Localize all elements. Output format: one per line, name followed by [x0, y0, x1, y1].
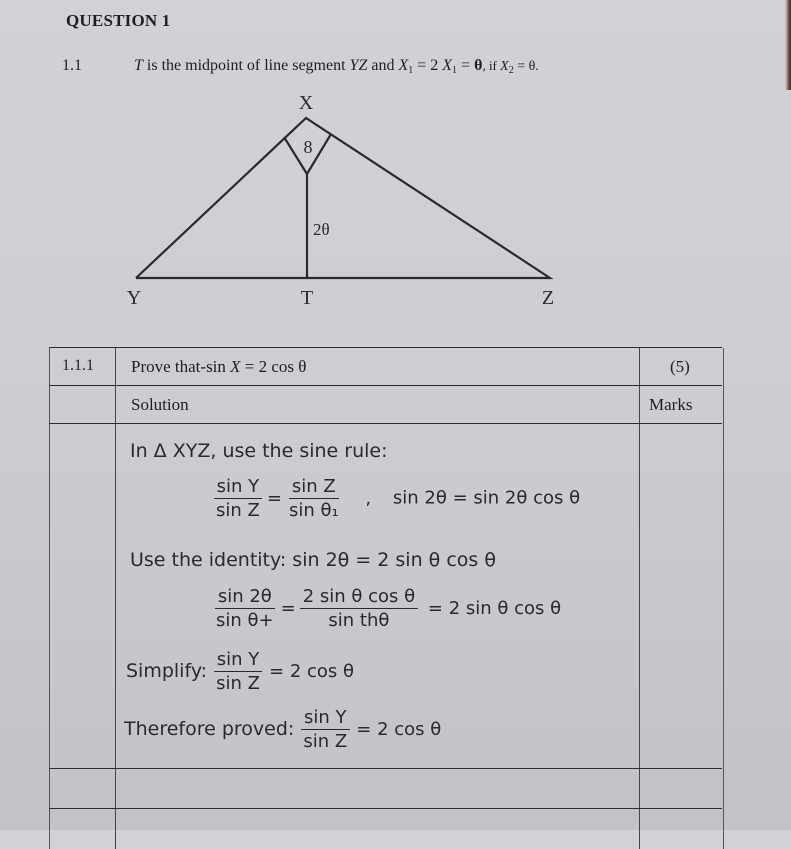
subquestion-prompt: Prove that-sin X = 2 cos θ [131, 357, 307, 376]
vertex-label-z: Z [541, 287, 555, 309]
question-number: 1.1 [62, 57, 82, 74]
solution-proved: Therefore proved: $\frac{\text{sin Y}}{\text{sin Z}}$ = 2 cos θ [124, 707, 442, 752]
solution-sine-rule-equation: $\frac{\text{sin Y}}{\text{sin Z}}$ = $\frac{\text{sin Z}}{\text{sin θ₁}}$ , sin 2θ = sin 2θ cos θ [213, 476, 580, 521]
solution-simplify: Simplify: $\frac{\text{sin Y}}{\text{sin Z}}$ = 2 cos θ [126, 649, 355, 694]
table-row-subheader [49, 385, 722, 424]
page-edge-shadow [785, 0, 791, 90]
solution-expand-equation: $\frac{\sin 2\theta}{\text{sin θ+}}$ = $\frac{\text{2 sin θ cos θ}}{\text{sin thθ}}$ = 2 sin θ cos θ [216, 586, 562, 631]
vertex-label-t: T [300, 287, 314, 309]
table-row-solution [49, 423, 722, 769]
vertex-label-x: X [298, 92, 314, 114]
table-row-empty [49, 768, 722, 809]
question-statement [62, 57, 539, 76]
solution-body [115, 424, 640, 769]
vertex-label-y: Y [126, 287, 142, 309]
solution-heading: Solution [131, 395, 189, 414]
angle-label-mid: 2θ [313, 220, 330, 239]
solution-marks-cell [639, 424, 724, 769]
triangle-xyz [136, 118, 550, 278]
subquestion-number: 1.1.1 [62, 357, 94, 374]
question-title: QUESTION 1 [66, 11, 171, 30]
solution-line-sine-rule-intro: In Δ XYZ, use the sine rule: [130, 440, 388, 462]
triangle-diagram [120, 85, 570, 315]
table-row-empty [49, 808, 722, 849]
question-text: T is the midpoint of line segment YZ and $X_1 = 2$ $X_1 = \theta$, if $X_2 = \theta$. [134, 57, 539, 76]
marks-heading: Marks [649, 395, 693, 414]
angle-label-top: 8 [303, 137, 313, 157]
subquestion-marks: (5) [670, 357, 690, 376]
solution-line-identity: Use the identity: sin 2θ = 2 sin θ cos θ [130, 549, 496, 571]
table-row-header [49, 347, 722, 386]
